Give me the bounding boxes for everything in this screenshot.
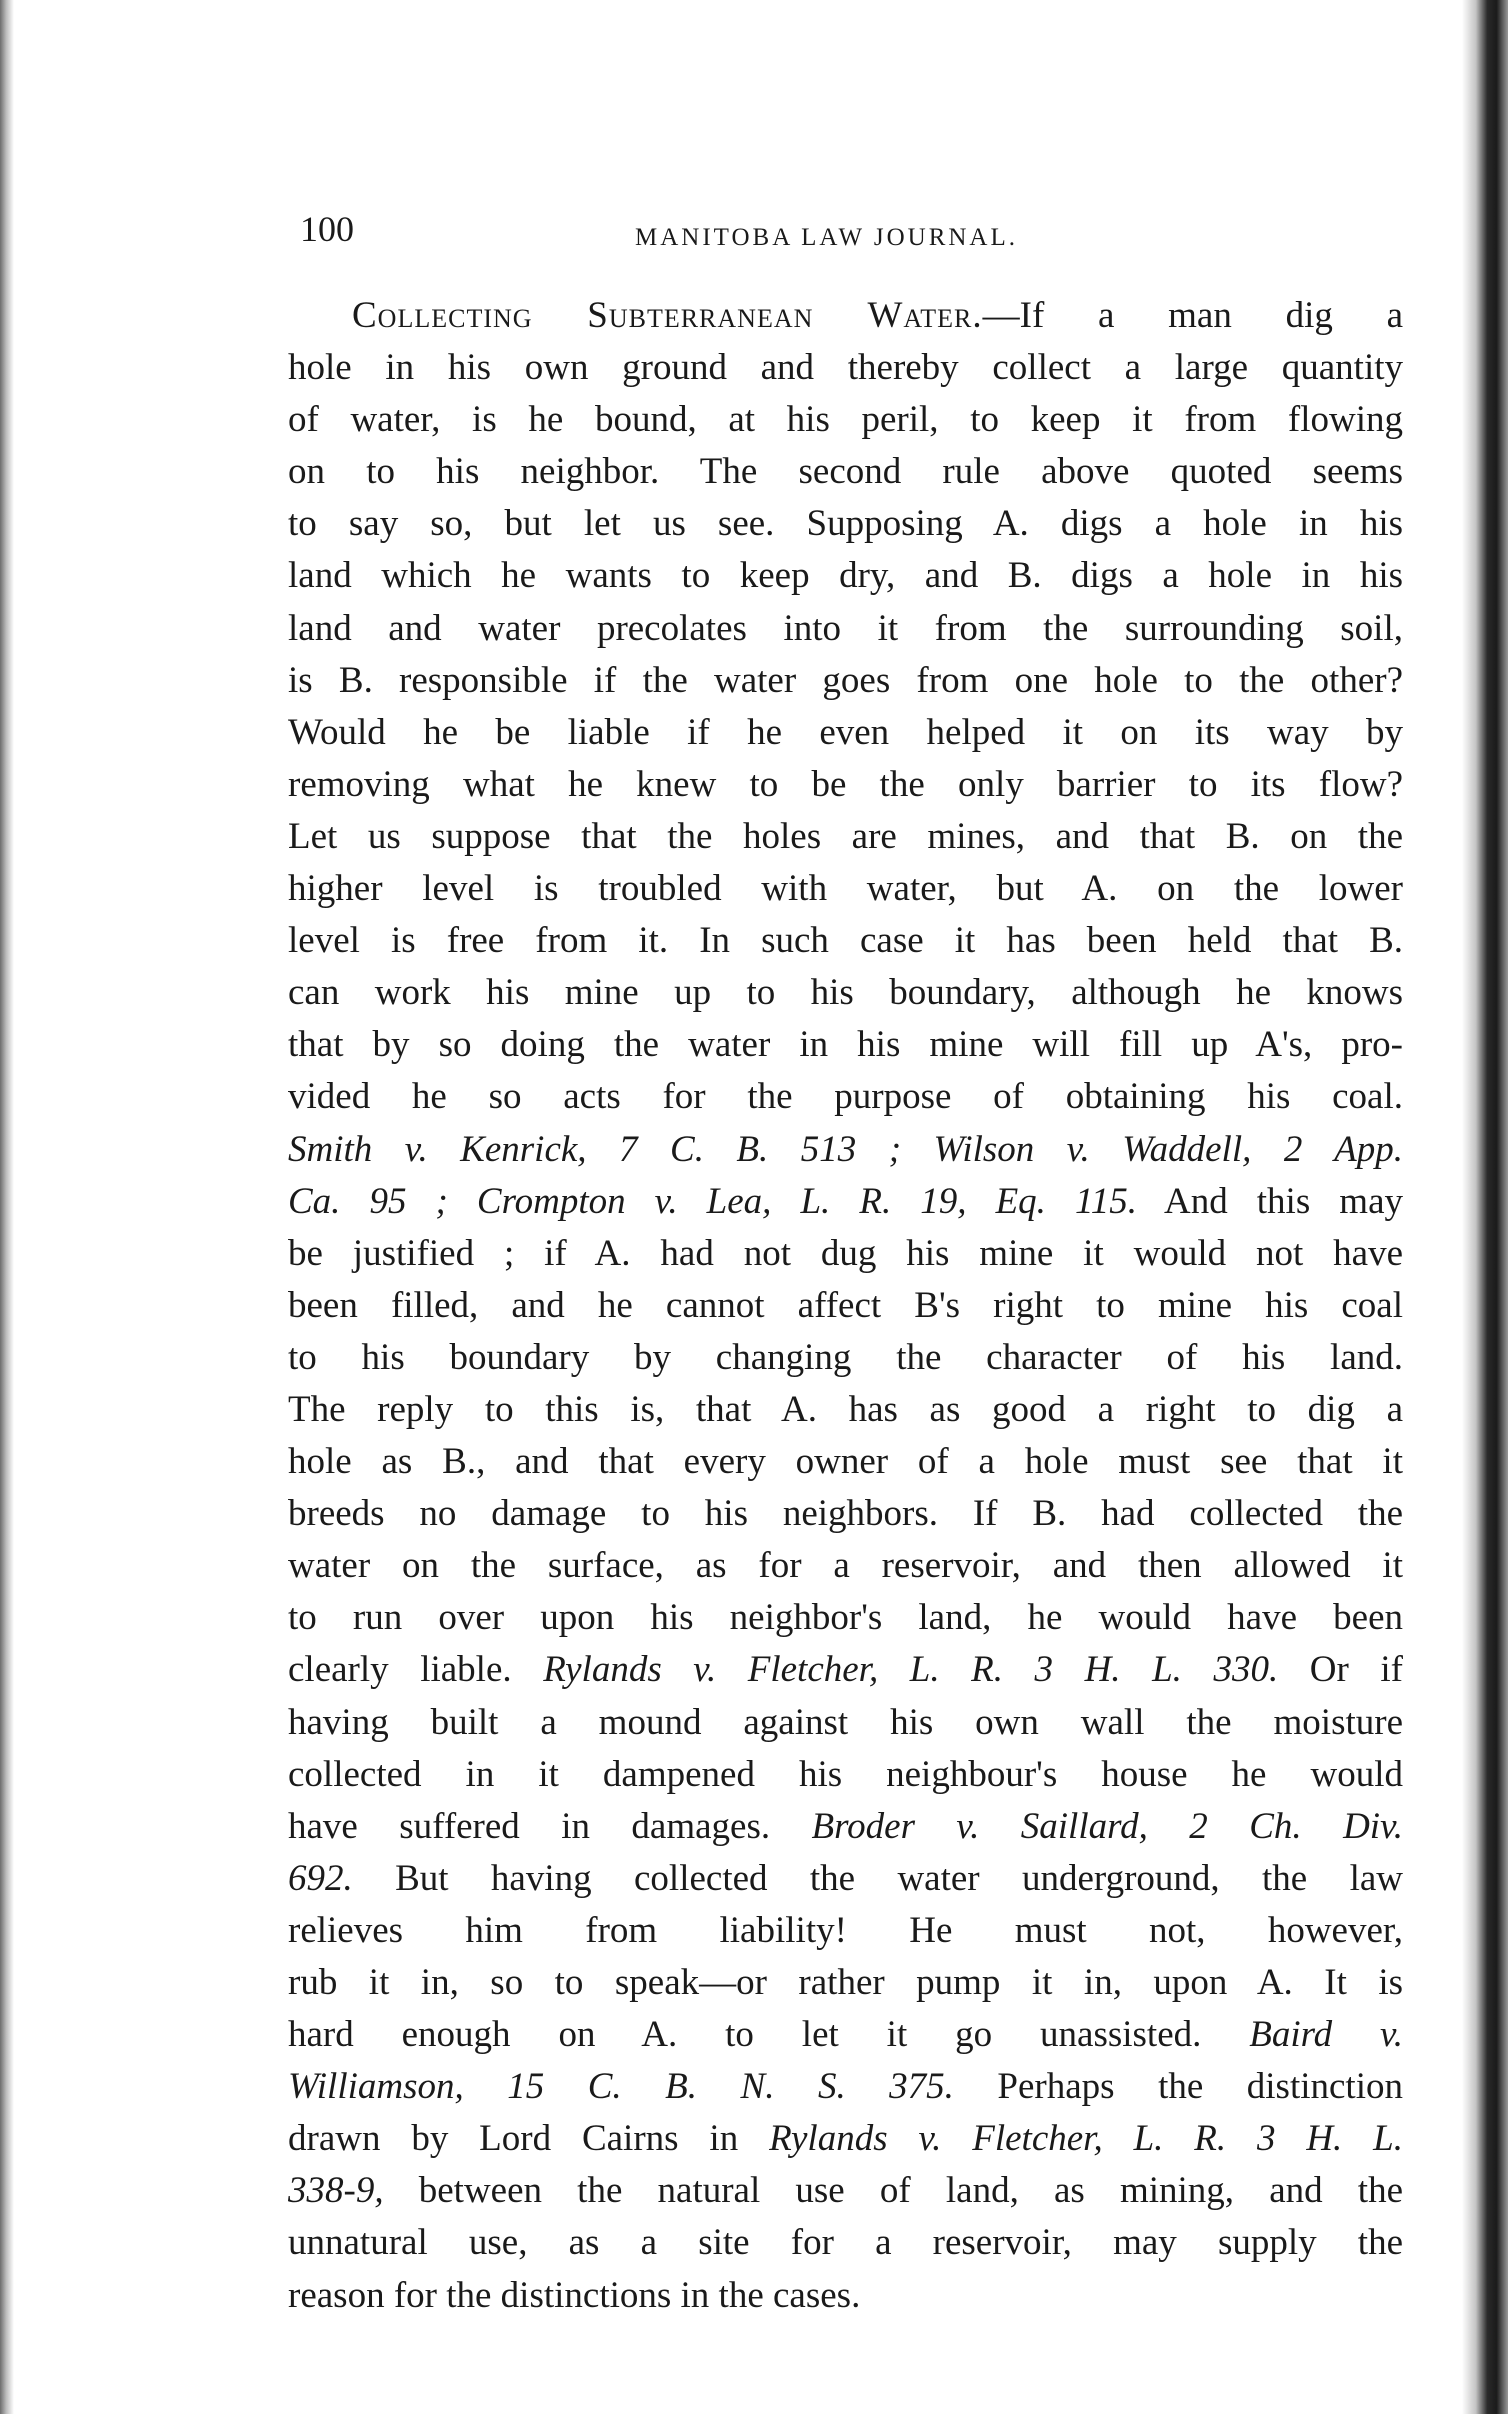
- text-line: vided he so acts for the purpose of obtaining his coal.: [288, 1076, 1403, 1118]
- text-line: been filled, and he cannot affect B's right to mine his coal: [288, 1284, 1403, 1326]
- running-head: MANITOBA LAW JOURNAL.: [635, 224, 1018, 251]
- text-line: rub it in, so to speak—or rather pump it in, upon A. It is: [288, 1962, 1403, 2003]
- text-line: breeds no damage to his neighbors. If B. had collected the: [288, 1493, 1403, 1535]
- text-line: of water, is he bound, at his peril, to keep it from flowing: [288, 399, 1403, 441]
- text-line: The reply to this is, that A. has as good a right to dig a: [288, 1388, 1403, 1430]
- text-line: reason for the distinctions in the cases.: [288, 2274, 861, 2316]
- text-line: hard enough on A. to let it go unassisted. Baird v.: [288, 2014, 1403, 2056]
- text-line: Collecting Subterranean Water.—If a man dig a: [352, 295, 1403, 336]
- text-line: can work his mine up to his boundary, although he knows: [288, 972, 1403, 1014]
- text-line: drawn by Lord Cairns in Rylands v. Fletcher, L. R. 3 H. L.: [288, 2118, 1403, 2160]
- text-line: be justified ; if A. had not dug his mine it would not have: [288, 1232, 1403, 1274]
- case-citation: Rylands v. Fletcher, L. R. 3 H. L. 330.: [543, 1649, 1279, 1691]
- text-line: Ca. 95 ; Crompton v. Lea, L. R. 19, Eq. 115. And this may: [288, 1180, 1403, 1222]
- case-citation: Baird v.: [1249, 2014, 1403, 2056]
- case-citation: Rylands v. Fletcher, L. R. 3 H. L.: [769, 2118, 1403, 2160]
- text-line: to run over upon his neighbor's land, he would have been: [288, 1597, 1403, 1639]
- text-line: 338-9, between the natural use of land, as mining, and the: [288, 2170, 1403, 2212]
- text-line: level is free from it. In such case it has been held that B.: [288, 920, 1403, 962]
- page-number: 100: [300, 209, 354, 249]
- case-citation: Williamson, 15 C. B. N. S. 375.: [288, 2066, 954, 2108]
- text-line: [288, 1124, 1403, 1176]
- text-line: Let us suppose that the holes are mines, and that B. on the: [288, 815, 1403, 857]
- body-text: [288, 290, 1403, 2370]
- page-edge-right: [1462, 0, 1508, 2414]
- text-line: is B. responsible if the water goes from one hole to the other?: [288, 659, 1403, 701]
- text-line: Williamson, 15 C. B. N. S. 375. Perhaps the distinction: [288, 2066, 1403, 2108]
- page-header: [300, 208, 1100, 268]
- case-citation: Broder v. Saillard, 2 Ch. Div.: [811, 1805, 1403, 1847]
- text-line: 692. But having collected the water underground, the law: [288, 1857, 1403, 1899]
- text-line: clearly liable. Rylands v. Fletcher, L. R. 3 H. L. 330. Or if: [288, 1649, 1403, 1691]
- case-citation: 692.: [288, 1857, 353, 1899]
- text-line: Would he be liable if he even helped it on its way by: [288, 711, 1403, 753]
- text-line: water on the surface, as for a reservoir, and then allowed it: [288, 1545, 1403, 1587]
- text-line: having built a mound against his own wall the moisture: [288, 1701, 1403, 1743]
- text-line: hole as B., and that every owner of a hole must see that it: [288, 1441, 1403, 1483]
- section-heading: Collecting Subterranean Water.: [352, 295, 983, 336]
- text-line: removing what he knew to be the only barrier to its flow?: [288, 763, 1403, 805]
- text-line: to say so, but let us see. Supposing A. digs a hole in his: [288, 503, 1403, 545]
- text-line: higher level is troubled with water, but A. on the lower: [288, 868, 1403, 910]
- text-line: that by so doing the water in his mine will fill up A's, pro-: [288, 1024, 1403, 1066]
- text-line: relieves him from liability! He must not, however,: [288, 1909, 1403, 1951]
- text-line: collected in it dampened his neighbour's house he would: [288, 1753, 1403, 1795]
- text-line: unnatural use, as a site for a reservoir, may supply the: [288, 2222, 1403, 2264]
- case-citation: Ca. 95 ; Crompton v. Lea, L. R. 19, Eq. 115.: [288, 1180, 1137, 1222]
- text-line: hole in his own ground and thereby collect a large quantity: [288, 347, 1403, 389]
- text-line: land which he wants to keep dry, and B. digs a hole in his: [288, 555, 1403, 597]
- case-citation: Smith v. Kenrick, 7 C. B. 513 ; Wilson v. Waddell, 2 App.: [288, 1128, 1403, 1170]
- text-line: on to his neighbor. The second rule above quoted seems: [288, 451, 1403, 493]
- text-line: have suffered in damages. Broder v. Saillard, 2 Ch. Div.: [288, 1805, 1403, 1847]
- page-edge-left: [0, 0, 14, 2414]
- text-line: to his boundary by changing the character of his land.: [288, 1336, 1403, 1378]
- case-citation: 338-9,: [288, 2170, 384, 2212]
- text-line: land and water precolates into it from the surrounding soil,: [288, 607, 1403, 649]
